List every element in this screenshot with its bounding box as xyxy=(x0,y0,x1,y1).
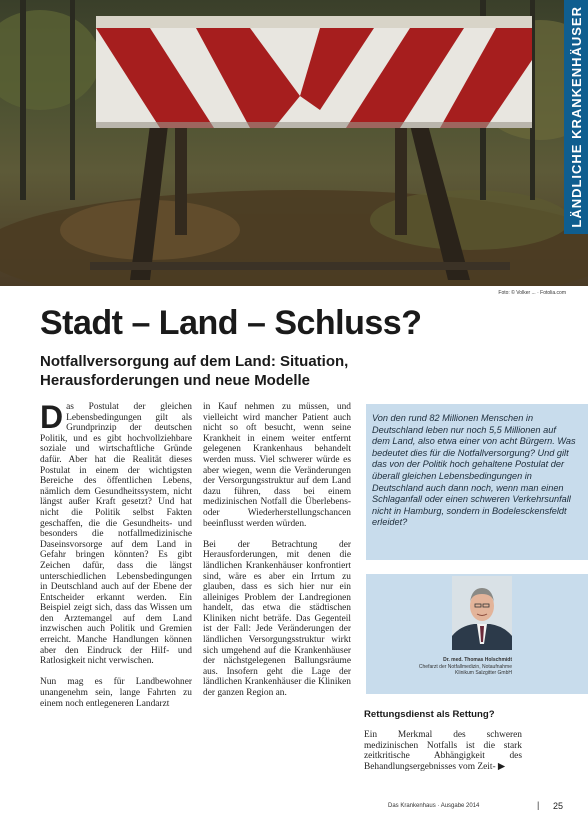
photo-credit: Foto: © Volker ... · Fotolia.com xyxy=(498,290,566,296)
paragraph: Nun mag es für Landbewohner unangenehm sein, lange Fahrten zu einem noch entlegeneren Landarzt xyxy=(40,677,192,709)
portrait-role: Chefarzt der Notfallmedizin, Notaufnahme xyxy=(418,663,512,670)
body-column-3 xyxy=(364,730,522,783)
paragraph: in Kauf nehmen zu müssen, und vielleicht wird mancher Patient auch nicht so oft besucht, wenn seine Krankheit in einem weiter entfernt gelegenen Krankenhaus behandelt werden muss. Viel schwerer würde es aber wiegen, wenn die Veränderungen der Versorgungsstruktur auf dem Land dazu führen, dass bei einem medizinischen Notfall die Überlebens- oder Wiederherstellungschancen beeinflusst werden würden. xyxy=(203,402,351,529)
article-subtitle: Notfallversorgung auf dem Land: Situation, Herausforderungen und neue Modelle xyxy=(40,353,349,389)
article-title: Stadt – Land – Schluss? xyxy=(40,304,422,342)
paragraph xyxy=(40,399,192,667)
section-tab-label: LÄNDLICHE KRANKENHÄUSER xyxy=(568,6,584,228)
header-photo xyxy=(0,0,588,286)
portrait-affiliation: Klinikum Salzgitter GmbH xyxy=(455,670,512,676)
portrait-image xyxy=(452,576,512,650)
section-tab xyxy=(564,0,588,234)
paragraph: Ein Merkmal des schweren medizinischen Notfalls ist die stark zeitkritische Abhängigkeit des Behandlungsergebnisses vom Zeit- ▶ xyxy=(364,730,522,772)
author-portrait xyxy=(452,576,512,650)
portrait-caption xyxy=(370,657,512,677)
footer-journal: Das Krankenhaus · Ausgabe 2014 xyxy=(388,803,480,809)
section-heading: Rettungsdienst als Rettung? xyxy=(364,709,495,720)
pull-quote-box xyxy=(366,404,588,560)
body-column-1 xyxy=(40,399,192,720)
drop-cap: D xyxy=(40,399,64,435)
page-number: 25 xyxy=(553,801,564,811)
barrier-illustration xyxy=(0,0,588,286)
footer-separator: | xyxy=(537,800,540,810)
pull-quote-text: Von den rund 82 Millionen Menschen in Deutschland leben nur noch 5,5 Millionen auf dem Land, also etwa einer von acht Bürgern. Was bedeutet dies für die Notfallversorgung? Und gilt das von der Politik hoch gehaltene Postulat der überall gleichen Lebensbedingungen in Deutschland auch dann noch, wenn man einen Schlaganfall oder einen schweren Verkehrsunfall nicht in Hamburg, sondern in Bodelesckensfeldt erleidet? xyxy=(372,413,576,528)
body-column-2 xyxy=(203,402,351,709)
paragraph: Bei der Betrachtung der Herausforderungen, mit denen die ländlichen Krankenhäuser konfrontiert sind, wäre es aber ein Irrtum zu glauben, dass es sich hier nur ein alleiniges Problem der Landregionen handelt, das etwa die städtischen Kliniken nicht beträfe. Das Gegenteil ist der Fall: Jede Veränderungen der ländlichen Versorgungsstruktur wirkt sich umgehend auf die Krankenhäuser der nächstgelegenen Ballungsräume aus. Insofern geht die Lage der ländlichen Krankenhäuser die Kliniken der ganzen Region an. xyxy=(203,539,351,699)
portrait-name: Dr. med. Thomas Holschmidt xyxy=(443,657,512,663)
paragraph-text: as Postulat der gleichen Lebensbedingungen gilt als Grundprinzip der deutschen Politik, und es gibt hochvollziehbare soziale und wirtschaftliche Gründe dafür. Aber hat die Realität dieses Postulat in einem der wichtigsten Bereiche des öffentlichen Lebens, nämlich dem Gesundheitssystem, nicht längst außer Kraft gesetzt? Und hat nicht die Politik selbst Fakten geschaffen, die die Gesundheits- und besonders die notfallmedizinische Daseinsvorsorge auf dem Land in Gefahr bringen könnten? Es gibt Zeichen dafür, dass die längst unterschiedlichen Lebensbedingungen in Deutschland auch auf der Ebene der Entscheider erkannt werden. Ein Beispiel zeigt sich, dass das Wissen um den Arztemangel auf dem Land inzwischen auch Politik und Gremien erreicht. Manche Handlungen können aber den Eindruck der Hilf- und Ratlosigkeit nicht verwischen. xyxy=(40,402,192,667)
